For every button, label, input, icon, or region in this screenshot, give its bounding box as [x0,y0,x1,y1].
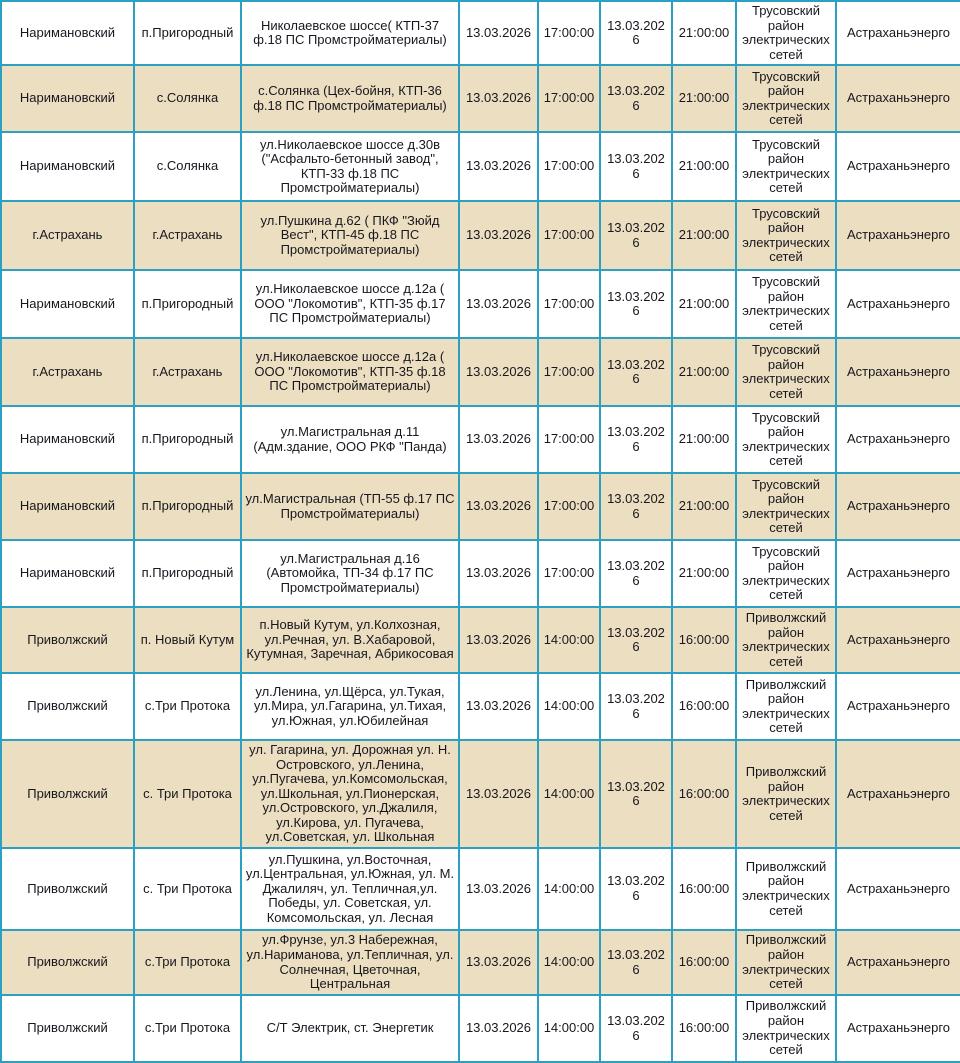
cell-end-date: 13.03.2026 [600,930,672,995]
cell-org: Трусовский район электрических сетей [736,65,836,132]
cell-start-date: 13.03.2026 [459,65,538,132]
cell-end-time: 21:00:00 [672,201,736,270]
cell-end-time: 16:00:00 [672,930,736,995]
cell-start-date: 13.03.2026 [459,406,538,473]
cell-start-time: 14:00:00 [538,995,600,1062]
cell-start-date: 13.03.2026 [459,1,538,65]
cell-start-time: 17:00:00 [538,473,600,540]
cell-company: Астраханьэнерго [836,540,960,607]
cell-org: Приволжский район электрических сетей [736,740,836,848]
cell-district: г.Астрахань [1,201,134,270]
table-row [1,1,960,65]
cell-end-time: 21:00:00 [672,406,736,473]
cell-company: Астраханьэнерго [836,1,960,65]
cell-org: Трусовский район электрических сетей [736,540,836,607]
cell-end-time: 16:00:00 [672,995,736,1062]
table-row [1,270,960,338]
cell-company: Астраханьэнерго [836,270,960,338]
table-row [1,930,960,995]
cell-address: ул.Магистральная (ТП-55 ф.17 ПС Промстройматериалы) [241,473,459,540]
cell-start-time: 17:00:00 [538,65,600,132]
cell-address: с.Солянка (Цех-бойня, КТП-36 ф.18 ПС Промстройматериалы) [241,65,459,132]
cell-district: Наримановский [1,1,134,65]
cell-address: ул.Пушкина д.62 ( ПКФ "Зюйд Вест", КТП-45 ф.18 ПС Промстройматериалы) [241,201,459,270]
table-row [1,848,960,930]
cell-address: ул.Магистральная д.11 (Адм.здание, ООО РКФ "Панда) [241,406,459,473]
cell-company: Астраханьэнерго [836,930,960,995]
cell-settlement: г.Астрахань [134,338,241,406]
cell-start-time: 17:00:00 [538,406,600,473]
cell-district: Приволжский [1,848,134,930]
table-row [1,995,960,1062]
cell-district: Наримановский [1,473,134,540]
cell-start-time: 17:00:00 [538,1,600,65]
cell-end-date: 13.03.2026 [600,201,672,270]
cell-end-time: 21:00:00 [672,540,736,607]
cell-address: ул.Магистральная д.16 (Автомойка, ТП-34 ф.17 ПС Промстройматериалы) [241,540,459,607]
cell-start-time: 14:00:00 [538,607,600,673]
cell-start-time: 14:00:00 [538,848,600,930]
cell-settlement: с.Три Протока [134,673,241,740]
cell-address: Николаевское шоссе( КТП-37 ф.18 ПС Промстройматериалы) [241,1,459,65]
cell-start-date: 13.03.2026 [459,995,538,1062]
table-row [1,65,960,132]
cell-end-time: 21:00:00 [672,132,736,201]
cell-start-date: 13.03.2026 [459,338,538,406]
cell-start-date: 13.03.2026 [459,270,538,338]
cell-address: ул.Николаевское шоссе д.12а ( ООО "Локомотив", КТП-35 ф.18 ПС Промстройматериалы) [241,338,459,406]
cell-settlement: п.Пригородный [134,540,241,607]
cell-end-date: 13.03.2026 [600,406,672,473]
cell-district: Наримановский [1,540,134,607]
cell-org: Трусовский район электрических сетей [736,406,836,473]
cell-end-date: 13.03.2026 [600,473,672,540]
cell-end-date: 13.03.2026 [600,132,672,201]
cell-start-time: 17:00:00 [538,201,600,270]
cell-settlement: с. Три Протока [134,740,241,848]
cell-end-time: 21:00:00 [672,270,736,338]
cell-address: ул. Гагарина, ул. Дорожная ул. Н. Островского, ул.Ленина, ул.Пугачева, ул.Комсомольская, ул.Школьная, ул.Пионерская, ул.Островского, ул.Джалиля, ул.Кирова, ул. Пугачева, ул.Советская, ул. Школьная [241,740,459,848]
cell-org: Трусовский район электрических сетей [736,270,836,338]
table-row [1,132,960,201]
cell-district: Наримановский [1,132,134,201]
cell-org: Приволжский район электрических сетей [736,848,836,930]
cell-end-date: 13.03.2026 [600,270,672,338]
cell-start-date: 13.03.2026 [459,473,538,540]
table-row [1,673,960,740]
cell-district: Наримановский [1,270,134,338]
cell-start-time: 17:00:00 [538,270,600,338]
cell-org: Приволжский район электрических сетей [736,930,836,995]
cell-company: Астраханьэнерго [836,740,960,848]
cell-address: С/Т Электрик, ст. Энергетик [241,995,459,1062]
cell-end-time: 16:00:00 [672,848,736,930]
cell-settlement: с.Солянка [134,65,241,132]
table-row [1,740,960,848]
cell-org: Трусовский район электрических сетей [736,338,836,406]
cell-end-date: 13.03.2026 [600,673,672,740]
cell-end-time: 16:00:00 [672,740,736,848]
cell-org: Трусовский район электрических сетей [736,1,836,65]
cell-settlement: с.Солянка [134,132,241,201]
table-row [1,201,960,270]
cell-district: Приволжский [1,930,134,995]
cell-address: ул.Николаевское шоссе д.12а ( ООО "Локомотив", КТП-35 ф.17 ПС Промстройматериалы) [241,270,459,338]
outage-table-body [1,1,960,1062]
cell-district: Приволжский [1,607,134,673]
cell-district: Приволжский [1,995,134,1062]
table-row [1,540,960,607]
cell-settlement: с. Три Протока [134,848,241,930]
cell-settlement: п. Новый Кутум [134,607,241,673]
cell-settlement: п.Пригородный [134,1,241,65]
cell-end-time: 21:00:00 [672,1,736,65]
cell-start-time: 17:00:00 [538,338,600,406]
cell-company: Астраханьэнерго [836,132,960,201]
cell-start-date: 13.03.2026 [459,740,538,848]
cell-start-time: 14:00:00 [538,740,600,848]
cell-end-time: 16:00:00 [672,673,736,740]
cell-company: Астраханьэнерго [836,338,960,406]
table-row [1,607,960,673]
cell-end-time: 21:00:00 [672,65,736,132]
cell-org: Трусовский район электрических сетей [736,132,836,201]
cell-start-time: 14:00:00 [538,673,600,740]
cell-settlement: с.Три Протока [134,995,241,1062]
cell-settlement: п.Пригородный [134,406,241,473]
cell-company: Астраханьэнерго [836,995,960,1062]
table-row [1,473,960,540]
cell-org: Приволжский район электрических сетей [736,995,836,1062]
cell-start-time: 17:00:00 [538,132,600,201]
cell-district: Наримановский [1,65,134,132]
cell-start-time: 14:00:00 [538,930,600,995]
cell-start-date: 13.03.2026 [459,132,538,201]
table-row [1,406,960,473]
cell-end-time: 21:00:00 [672,473,736,540]
cell-address: ул.Пушкина, ул.Восточная, ул.Центральная, ул.Южная, ул. М. Джалиляч, ул. Тепличная,ул. Победы, ул. Советская, ул. Комсомольская, ул. Лесная [241,848,459,930]
cell-settlement: п.Пригородный [134,473,241,540]
cell-end-time: 16:00:00 [672,607,736,673]
cell-company: Астраханьэнерго [836,848,960,930]
cell-start-time: 17:00:00 [538,540,600,607]
cell-org: Трусовский район электрических сетей [736,201,836,270]
cell-start-date: 13.03.2026 [459,201,538,270]
cell-district: Приволжский [1,740,134,848]
cell-company: Астраханьэнерго [836,607,960,673]
cell-settlement: с.Три Протока [134,930,241,995]
cell-end-date: 13.03.2026 [600,540,672,607]
cell-end-date: 13.03.2026 [600,607,672,673]
cell-company: Астраханьэнерго [836,406,960,473]
cell-address: п.Новый Кутум, ул.Колхозная, ул.Речная, ул. В.Хабаровой, Кутумная, Заречная, Абрикосовая [241,607,459,673]
cell-district: Наримановский [1,406,134,473]
cell-district: Приволжский [1,673,134,740]
cell-district: г.Астрахань [1,338,134,406]
cell-end-date: 13.03.2026 [600,338,672,406]
cell-end-date: 13.03.2026 [600,848,672,930]
cell-end-date: 13.03.2026 [600,1,672,65]
cell-org: Приволжский район электрических сетей [736,607,836,673]
cell-company: Астраханьэнерго [836,201,960,270]
cell-settlement: г.Астрахань [134,201,241,270]
cell-settlement: п.Пригородный [134,270,241,338]
cell-org: Трусовский район электрических сетей [736,473,836,540]
cell-end-date: 13.03.2026 [600,65,672,132]
cell-address: ул.Фрунзе, ул.3 Набережная, ул.Нариманова, ул.Тепличная, ул. Солнечная, Цветочная, Центральная [241,930,459,995]
cell-end-date: 13.03.2026 [600,995,672,1062]
cell-start-date: 13.03.2026 [459,930,538,995]
cell-company: Астраханьэнерго [836,65,960,132]
cell-org: Приволжский район электрических сетей [736,673,836,740]
cell-start-date: 13.03.2026 [459,607,538,673]
table-row [1,338,960,406]
cell-end-date: 13.03.2026 [600,740,672,848]
cell-company: Астраханьэнерго [836,673,960,740]
cell-company: Астраханьэнерго [836,473,960,540]
cell-start-date: 13.03.2026 [459,848,538,930]
cell-end-time: 21:00:00 [672,338,736,406]
cell-start-date: 13.03.2026 [459,540,538,607]
cell-address: ул.Ленина, ул.Щёрса, ул.Тукая, ул.Мира, ул.Гагарина, ул.Тихая, ул.Южная, ул.Юбилейная [241,673,459,740]
cell-address: ул.Николаевское шоссе д.30в ("Асфальто-бетонный завод", КТП-33 ф.18 ПС Промстройматериалы) [241,132,459,201]
cell-start-date: 13.03.2026 [459,673,538,740]
